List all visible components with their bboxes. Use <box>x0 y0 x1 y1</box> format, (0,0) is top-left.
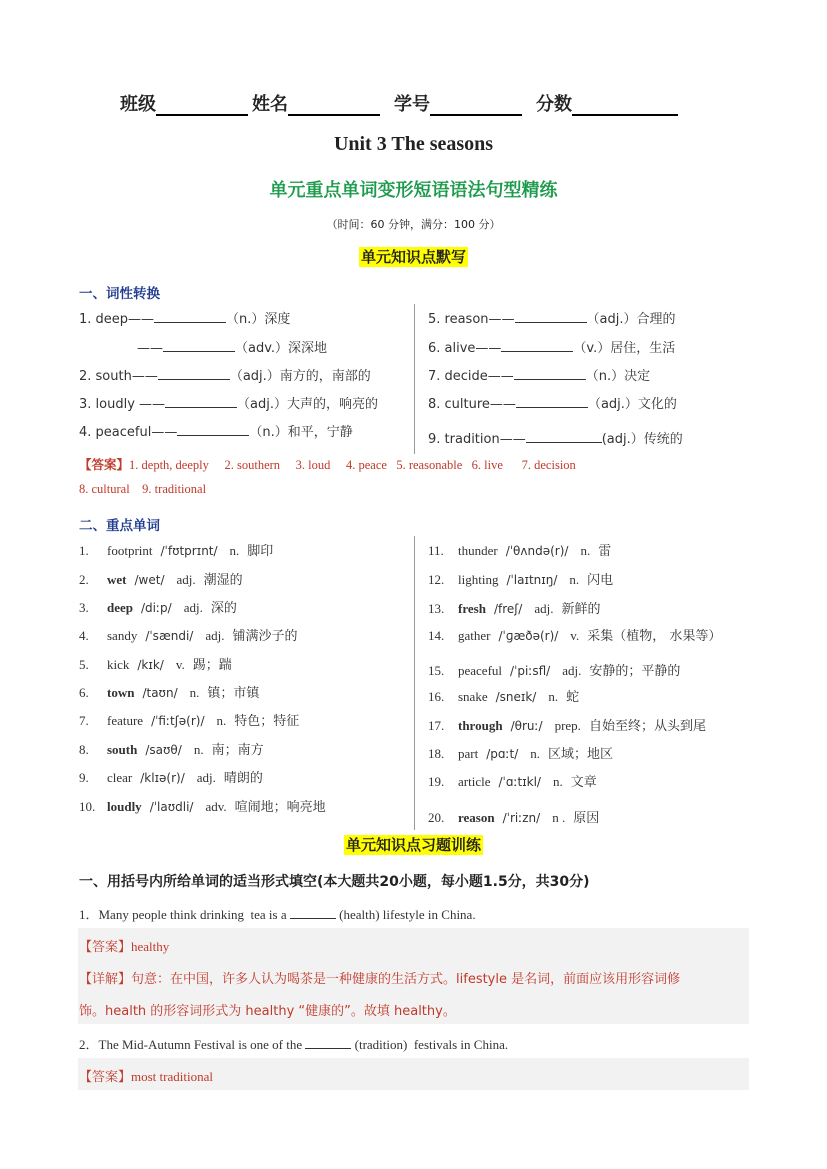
vocab-number: 11. <box>428 543 444 558</box>
vocab-number: 9. <box>79 770 89 785</box>
vocab-meaning: 安静的；平静的 <box>589 664 681 679</box>
vocab-meaning: 铺满沙子的 <box>232 629 298 644</box>
vocab-meaning: 闪电 <box>587 573 614 588</box>
q1-explanation-1: 【详解】句意：在中国，许多人认为喝茶是一种健康的生活方式。lifestyle 是名词，前面应该用形容词修 <box>79 972 681 987</box>
name-blank <box>288 96 380 116</box>
vocab-number: 7. <box>79 713 89 728</box>
vocab-word: sandy <box>107 628 138 643</box>
vocab-pos: n. <box>530 746 541 761</box>
vocab-word: deep <box>107 600 133 615</box>
vocab-meaning: 特色；特征 <box>234 714 300 729</box>
vocab-phonetic: /ˈɡæðə(r)/ <box>498 629 559 643</box>
vocab-number: 1. <box>79 543 89 558</box>
class-blank <box>156 96 248 116</box>
vocab-pos: prep. <box>554 718 581 733</box>
vocab-phonetic: /wet/ <box>134 573 165 587</box>
right-vocab-row <box>428 807 599 826</box>
q1-answer: 【答案】healthy <box>79 939 170 955</box>
right-vocab-row <box>428 569 613 588</box>
vocab-meaning: 脚印 <box>247 544 274 559</box>
vocab-phonetic: /ˈsændi/ <box>145 629 194 643</box>
part1-answer-1: 【答案】1. depth, deeply 2. southern 3. loud 4. peace 5. reasonable 6. live 7. decision <box>79 457 576 472</box>
right-vocab-row <box>428 686 579 705</box>
left-vocab-row <box>79 625 297 644</box>
vocab-pos: n. <box>552 774 563 789</box>
vocab-pos: n . <box>552 810 566 825</box>
vocab-phonetic: /sneɪk/ <box>495 690 537 704</box>
vocab-word: peaceful <box>458 663 503 678</box>
vocab-number: 20. <box>428 810 445 825</box>
vocab-word: loudly <box>107 799 142 814</box>
left-vocab-row <box>79 682 259 701</box>
p1-left-5: 4. peaceful—— （n.）和平，宁静 <box>79 425 353 440</box>
vocab-number: 5. <box>79 657 89 672</box>
score-blank <box>572 96 678 116</box>
page-subtitle: 单元重点单词变形短语语法句型精练 <box>269 180 558 201</box>
vocab-word: thunder <box>458 543 498 558</box>
vocab-phonetic: /pɑːt/ <box>486 747 519 761</box>
vocab-meaning: 原因 <box>573 811 600 826</box>
left-vocab-row <box>79 710 299 729</box>
part1-answer-2: 8. cultural 9. traditional <box>79 482 207 496</box>
vocab-phonetic: /taʊn/ <box>142 686 178 700</box>
vocab-word: through <box>458 718 503 733</box>
p1-left-4: 3. loudly —— （adj.）大声的，响亮的 <box>79 397 378 412</box>
vocab-phonetic: /freʃ/ <box>493 602 523 616</box>
vocab-pos: n. <box>548 689 559 704</box>
vocab-phonetic: /ˈlaʊdli/ <box>149 800 194 814</box>
vocab-pos: n. <box>229 543 240 558</box>
vocab-phonetic: /ˈriːzn/ <box>502 811 541 825</box>
vocab-meaning: 南；南方 <box>211 743 264 758</box>
vocab-word: clear <box>107 770 133 785</box>
p1-left-1: 1. deep—— （n.）深度 <box>79 312 291 327</box>
part2-divider <box>414 536 415 830</box>
vocab-pos: n. <box>216 713 227 728</box>
left-vocab-row <box>79 739 264 758</box>
vocab-phonetic: /ˈfiːtʃə(r)/ <box>151 714 205 728</box>
vocab-pos: n. <box>193 742 204 757</box>
vocab-meaning: 自始至终；从头到尾 <box>588 719 706 734</box>
vocab-phonetic: /ˈɑːtɪkl/ <box>498 775 541 789</box>
section-a-banner: 单元知识点默写 <box>360 248 466 266</box>
vocab-word: wet <box>107 572 127 587</box>
vocab-meaning: 喧闹地；响亮地 <box>234 800 326 815</box>
vocab-phonetic: /ˈfʊtprɪnt/ <box>160 544 218 558</box>
vocab-number: 12. <box>428 572 445 587</box>
vocab-pos: adj. <box>183 600 203 615</box>
id-label: 学号 <box>394 94 430 115</box>
vocab-word: fresh <box>458 601 486 616</box>
vocab-pos: n. <box>569 572 580 587</box>
vocab-meaning: 文章 <box>570 775 597 790</box>
vocab-number: 3. <box>79 600 89 615</box>
vocab-number: 8. <box>79 742 89 757</box>
vocab-pos: n. <box>580 543 591 558</box>
p1-left-2: —— （adv.）深深地 <box>137 341 328 356</box>
part2-heading: 二、重点单词 <box>79 518 160 534</box>
vocab-meaning: 采集（植物， 水果等） <box>587 629 722 644</box>
vocab-number: 6. <box>79 685 89 700</box>
q2-answer: 【答案】most traditional <box>79 1069 213 1085</box>
vocab-phonetic: /θruː/ <box>510 719 543 733</box>
question-2: 2．The Mid-Autumn Festival is one of the (tradition) festivals in China. <box>79 1037 509 1052</box>
p1-left-3: 2. south—— （adj.）南方的，南部的 <box>79 369 371 384</box>
vocab-word: feature <box>107 713 144 728</box>
vocab-phonetic: /saʊθ/ <box>145 743 182 757</box>
p1-right-7: 7. decide—— （n.）决定 <box>428 369 651 384</box>
left-vocab-row <box>79 796 326 815</box>
p1-right-5: 5. reason—— （adj.）合理的 <box>428 312 676 327</box>
vocab-number: 2. <box>79 572 89 587</box>
right-vocab-row <box>428 540 611 559</box>
vocab-pos: v. <box>175 657 185 672</box>
left-vocab-row <box>79 597 237 616</box>
vocab-word: lighting <box>458 572 499 587</box>
vocab-word: south <box>107 742 138 757</box>
part1-heading: 一、词性转换 <box>79 286 160 302</box>
vocab-phonetic: /ˈlaɪtnɪŋ/ <box>506 573 558 587</box>
vocab-word: kick <box>107 657 130 672</box>
vocab-phonetic: /klɪə(r)/ <box>140 771 185 785</box>
vocab-word: part <box>458 746 479 761</box>
question-1: 1．Many people think drinking tea is a (health) lifestyle in China. <box>79 907 476 922</box>
vocab-number: 18. <box>428 746 445 761</box>
vocab-pos: adj. <box>534 601 554 616</box>
vocab-word: town <box>107 685 135 700</box>
left-vocab-row <box>79 569 243 588</box>
vocab-meaning: 区域；地区 <box>548 747 614 762</box>
vocab-meaning: 镇；市镇 <box>207 686 260 701</box>
left-vocab-row <box>79 767 263 786</box>
id-blank <box>430 96 522 116</box>
p1-right-6: 6. alive—— （v.）居住，生活 <box>428 341 676 356</box>
vocab-meaning: 新鲜的 <box>561 602 601 617</box>
vocab-meaning: 深的 <box>210 601 237 616</box>
vocab-pos: adj. <box>205 628 225 643</box>
vocab-word: reason <box>458 810 495 825</box>
class-label: 班级 <box>120 94 156 115</box>
vocab-meaning: 雷 <box>598 544 612 559</box>
name-label: 姓名 <box>252 94 288 115</box>
vocab-number: 17. <box>428 718 445 733</box>
right-vocab-row <box>428 715 706 734</box>
vocab-pos: adj. <box>196 770 216 785</box>
right-vocab-row <box>428 598 601 617</box>
score-label: 分数 <box>536 94 572 115</box>
right-vocab-row <box>428 743 613 762</box>
vocab-number: 14. <box>428 628 445 643</box>
section-b-banner-wrap <box>0 834 827 855</box>
vocab-pos: adj. <box>562 663 582 678</box>
right-vocab-row <box>428 625 721 644</box>
vocab-meaning: 蛇 <box>566 690 580 705</box>
vocab-phonetic: /ˈθʌndə(r)/ <box>505 544 569 558</box>
student-info-line <box>120 90 682 116</box>
vocab-pos: adv. <box>205 799 227 814</box>
vocab-word: snake <box>458 689 488 704</box>
exercise-heading: 一、用括号内所给单词的适当形式填空(本大题共20小题，每小题1.5分，共30分) <box>79 874 590 890</box>
vocab-number: 15. <box>428 663 445 678</box>
q1-explanation-2: 饰。health 的形容词形式为 healthy “健康的”。故填 healthy。 <box>79 1004 456 1019</box>
vocab-word: article <box>458 774 491 789</box>
vocab-pos: v. <box>570 628 580 643</box>
vocab-number: 13. <box>428 601 445 616</box>
vocab-phonetic: /kɪk/ <box>137 658 164 672</box>
right-vocab-row <box>428 771 597 790</box>
vocab-pos: adj. <box>176 572 196 587</box>
vocab-word: footprint <box>107 543 153 558</box>
vocab-meaning: 踢；踹 <box>192 658 232 673</box>
vocab-meaning: 晴朗的 <box>223 771 263 786</box>
left-vocab-row <box>79 654 232 673</box>
vocab-number: 19. <box>428 774 445 789</box>
right-vocab-row <box>428 660 680 679</box>
time-info: （时间：60 分钟，满分：100 分） <box>326 218 501 231</box>
p1-right-9: 9. tradition—— (adj.）传统的 <box>428 432 683 447</box>
vocab-phonetic: /ˈpiːsfl/ <box>510 664 551 678</box>
p1-right-8: 8. culture—— （adj.）文化的 <box>428 397 677 412</box>
left-vocab-row <box>79 540 273 559</box>
vocab-number: 4. <box>79 628 89 643</box>
vocab-word: gather <box>458 628 491 643</box>
section-a-banner-wrap <box>0 246 827 267</box>
part1-divider <box>414 304 415 454</box>
vocab-pos: n. <box>189 685 200 700</box>
vocab-meaning: 潮湿的 <box>203 573 243 588</box>
vocab-number: 10. <box>79 799 96 814</box>
vocab-number: 16. <box>428 689 445 704</box>
vocab-phonetic: /diːp/ <box>141 601 172 615</box>
page-title: Unit 3 The seasons <box>333 133 494 155</box>
section-b-banner: 单元知识点习题训练 <box>345 836 481 854</box>
